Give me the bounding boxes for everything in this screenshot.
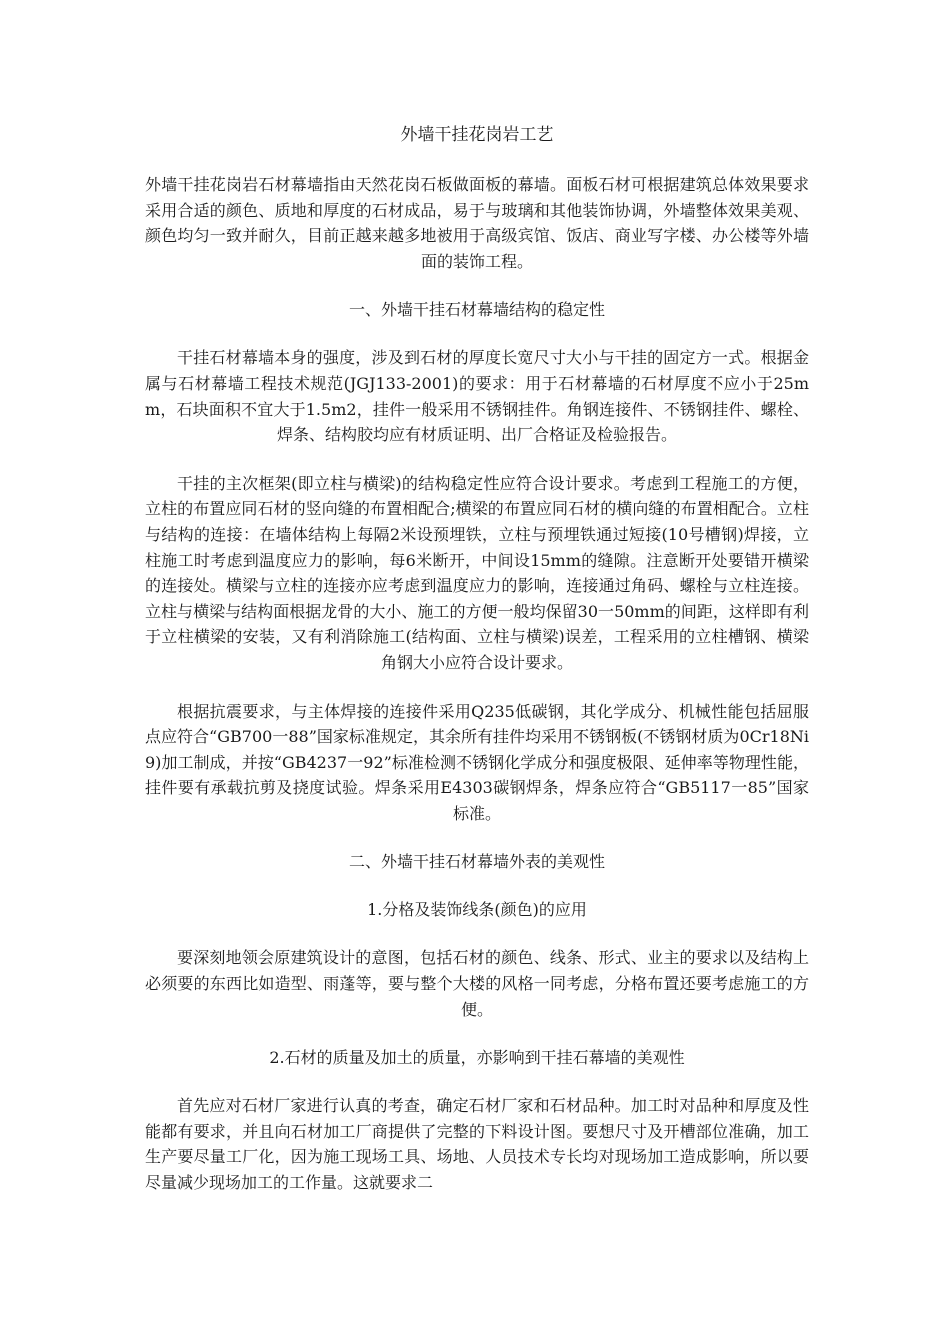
section-2-sub-2-paragraph: 首先应对石材厂家进行认真的考查，确定石材厂家和石材品种。加工时对品种和厚度及性能都有要求，并且向石材加工厂商提供了完整的下料设计图。要想尺寸及开槽部位准确，加工生产要尽量工厂化，因为施工现场工具、场地、人员技术专长均对现场加工造成影响，所以要尽量减少现场加工的工作量。这就要求二 (145, 1096, 809, 1193)
section-2-sub-1-heading: 1.分格及装饰线条(颜色)的应用 (367, 900, 587, 920)
document-body (145, 122, 809, 1219)
section-1-paragraph-1: 干挂石材幕墙本身的强度，涉及到石材的厚度长宽尺寸大小与干挂的固定方一式。根据金属与石材幕墙工程技术规范(JGJ133-2001)的要求：用于石材幕墙的石材厚度不应小于25mm，石块面积不宜大于1.5m2，挂件一般采用不锈钢挂件。角钢连接件、不锈钢挂件、螺栓、焊条、结构胶均应有材质证明、出厂合格证及检验报告。 (145, 348, 809, 445)
section-2-heading: 二、外墙干挂石材幕墙外表的美观性 (348, 852, 605, 872)
section-1-paragraph-3: 根据抗震要求，与主体焊接的连接件采用Q235低碳钢，其化学成分、机械性能包括屈服点应符合“GB700一88”国家标准规定，其余所有挂件均采用不锈钢板(不锈钢材质为0Cr18Ni9)加工制成，并按“GB4237一92”标准检测不锈钢化学成分和强度极限、延伸率等物理性能，挂件要有承载抗剪及挠度试验。焊条采用E4303碳钢焊条，焊条应符合“GB5117一85”国家标准。 (145, 701, 809, 823)
section-1-paragraph-2: 干挂的主次框架(即立柱与横梁)的结构稳定性应符合设计要求。考虑到工程施工的方便，立柱的布置应同石材的竖向缝的布置相配合;横梁的布置应同石材的横向缝的布置相配合。立柱与结构的连接：在墙体结构上每隔2米设预埋铁，立柱与预埋铁通过短接(10号槽钢)焊接，立柱施工时考虑到温度应力的影响，每6米断开，中间设15mm的缝隙。注意断开处要错开横梁的连接处。横梁与立柱的连接亦应考虑到温度应力的影响，连接通过角码、螺栓与立柱连接。立柱与横梁与结构面根据龙骨的大小、施工的方便一般均保留30一50mm的间距，这样即有利于立柱横梁的安装，又有利消除施工(结构面、立柱与横梁)误差，工程采用的立柱槽钢、横梁角钢大小应符合设计要求。 (145, 473, 809, 672)
document-title: 外墙干挂花岗岩工艺 (400, 125, 554, 145)
section-1-heading: 一、外墙干挂石材幕墙结构的稳定性 (348, 300, 605, 320)
section-2-sub-2-heading: 2.石材的质量及加土的质量，亦影响到干挂石幕墙的美观性 (269, 1048, 685, 1068)
section-2-sub-1-paragraph: 要深刻地领会原建筑设计的意图，包括石材的颜色、线条、形式、业主的要求以及结构上必须要的东西比如造型、雨蓬等，要与整个大楼的风格一同考虑，分格布置还要考虑施工的方便。 (145, 948, 809, 1019)
intro-paragraph: 外墙干挂花岗岩石材幕墙指由天然花岗石板做面板的幕墙。面板石材可根据建筑总体效果要求采用合适的颜色、质地和厚度的石材成品，易于与玻璃和其他装饰协调，外墙整体效果美观、颜色均匀一致并耐久，目前正越来越多地被用于高级宾馆、饭店、商业写字楼、办公楼等外墙面的装饰工程。 (145, 175, 809, 271)
